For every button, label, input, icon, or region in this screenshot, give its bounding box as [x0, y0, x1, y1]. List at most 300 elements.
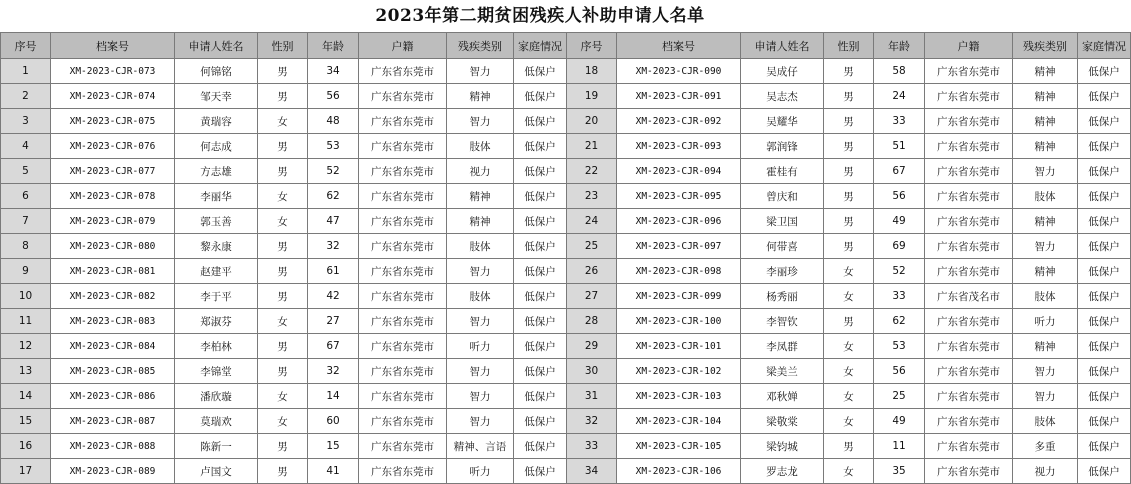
- gender-cell: 男: [258, 84, 308, 109]
- family-status-cell: 低保户: [1078, 284, 1131, 309]
- name-cell: 罗志龙: [741, 459, 824, 484]
- file-no-cell: XM-2023-CJR-087: [51, 409, 175, 434]
- age-cell: 27: [308, 309, 359, 334]
- disability-cell: 精神: [1013, 59, 1078, 84]
- age-cell: 24: [874, 84, 925, 109]
- family-status-cell: 低保户: [514, 359, 567, 384]
- disability-cell: 精神: [447, 209, 514, 234]
- col-disability-type-header: 残疾类别: [447, 33, 514, 59]
- family-status-cell: 低保户: [1078, 309, 1131, 334]
- seq-cell: 28: [567, 309, 617, 334]
- name-cell: 李柏林: [175, 334, 258, 359]
- disability-cell: 精神: [447, 84, 514, 109]
- disability-cell: 智力: [1013, 234, 1078, 259]
- household-cell: 广东省东莞市: [925, 84, 1013, 109]
- seq-cell: 7: [1, 209, 51, 234]
- age-cell: 62: [308, 184, 359, 209]
- seq-cell: 27: [567, 284, 617, 309]
- seq-cell: 1: [1, 59, 51, 84]
- family-status-cell: 低保户: [514, 59, 567, 84]
- table-row: [1, 359, 1131, 384]
- family-status-cell: 低保户: [1078, 234, 1131, 259]
- age-cell: 48: [308, 109, 359, 134]
- age-cell: 62: [874, 309, 925, 334]
- file-no-cell: XM-2023-CJR-078: [51, 184, 175, 209]
- gender-cell: 女: [824, 334, 874, 359]
- file-no-cell: XM-2023-CJR-090: [617, 59, 741, 84]
- file-no-cell: XM-2023-CJR-089: [51, 459, 175, 484]
- household-cell: 广东省东莞市: [925, 434, 1013, 459]
- family-status-cell: 低保户: [514, 284, 567, 309]
- family-status-cell: 低保户: [514, 184, 567, 209]
- household-cell: 广东省东莞市: [925, 159, 1013, 184]
- name-cell: 邹天幸: [175, 84, 258, 109]
- name-cell: 曾庆和: [741, 184, 824, 209]
- seq-cell: 32: [567, 409, 617, 434]
- age-cell: 35: [874, 459, 925, 484]
- seq-cell: 16: [1, 434, 51, 459]
- age-cell: 56: [874, 184, 925, 209]
- gender-cell: 女: [258, 384, 308, 409]
- seq-cell: 12: [1, 334, 51, 359]
- age-cell: 15: [308, 434, 359, 459]
- disability-cell: 肢体: [447, 284, 514, 309]
- family-status-cell: 低保户: [1078, 159, 1131, 184]
- table-row: [1, 434, 1131, 459]
- file-no-cell: XM-2023-CJR-095: [617, 184, 741, 209]
- gender-cell: 女: [258, 209, 308, 234]
- household-cell: 广东省东莞市: [925, 109, 1013, 134]
- table-row: [1, 234, 1131, 259]
- household-cell: 广东省东莞市: [359, 434, 447, 459]
- table-row: [1, 259, 1131, 284]
- name-cell: 吴志杰: [741, 84, 824, 109]
- file-no-cell: XM-2023-CJR-101: [617, 334, 741, 359]
- family-status-cell: 低保户: [1078, 334, 1131, 359]
- gender-cell: 女: [824, 384, 874, 409]
- family-status-cell: 低保户: [514, 109, 567, 134]
- name-cell: 梁敬棠: [741, 409, 824, 434]
- gender-cell: 女: [824, 284, 874, 309]
- family-status-cell: 低保户: [1078, 459, 1131, 484]
- seq-cell: 14: [1, 384, 51, 409]
- name-cell: 何志成: [175, 134, 258, 159]
- age-cell: 41: [308, 459, 359, 484]
- disability-cell: 精神: [447, 184, 514, 209]
- household-cell: 广东省东莞市: [925, 359, 1013, 384]
- seq-cell: 3: [1, 109, 51, 134]
- seq-cell: 30: [567, 359, 617, 384]
- age-cell: 33: [874, 284, 925, 309]
- family-status-cell: 低保户: [514, 134, 567, 159]
- age-cell: 52: [308, 159, 359, 184]
- family-status-cell: 低保户: [514, 309, 567, 334]
- seq-cell: 13: [1, 359, 51, 384]
- disability-cell: 听力: [1013, 309, 1078, 334]
- disability-cell: 精神: [1013, 84, 1078, 109]
- disability-cell: 智力: [1013, 384, 1078, 409]
- file-no-cell: XM-2023-CJR-103: [617, 384, 741, 409]
- name-cell: 方志雄: [175, 159, 258, 184]
- file-no-cell: XM-2023-CJR-098: [617, 259, 741, 284]
- name-cell: 李锦堂: [175, 359, 258, 384]
- household-cell: 广东省东莞市: [925, 334, 1013, 359]
- page-title: 2023年第二期贫困残疾人补助申请人名单: [375, 6, 705, 26]
- gender-cell: 女: [824, 259, 874, 284]
- name-cell: 杨秀丽: [741, 284, 824, 309]
- disability-cell: 精神: [1013, 209, 1078, 234]
- name-cell: 吴耀华: [741, 109, 824, 134]
- seq-cell: 24: [567, 209, 617, 234]
- header-row: [1, 33, 1131, 59]
- gender-cell: 男: [258, 359, 308, 384]
- col-disability-type-header: 残疾类别: [1013, 33, 1078, 59]
- family-status-cell: 低保户: [514, 384, 567, 409]
- col-applicant-name-header: 申请人姓名: [741, 33, 824, 59]
- age-cell: 60: [308, 409, 359, 434]
- file-no-cell: XM-2023-CJR-074: [51, 84, 175, 109]
- disability-cell: 视力: [447, 159, 514, 184]
- disability-cell: 肢体: [1013, 184, 1078, 209]
- name-cell: 梁卫国: [741, 209, 824, 234]
- age-cell: 58: [874, 59, 925, 84]
- disability-cell: 多重: [1013, 434, 1078, 459]
- gender-cell: 女: [824, 459, 874, 484]
- gender-cell: 男: [824, 209, 874, 234]
- family-status-cell: 低保户: [514, 159, 567, 184]
- col-gender-header: 性别: [824, 33, 874, 59]
- household-cell: 广东省东莞市: [925, 459, 1013, 484]
- file-no-cell: XM-2023-CJR-104: [617, 409, 741, 434]
- gender-cell: 男: [258, 59, 308, 84]
- gender-cell: 男: [824, 434, 874, 459]
- seq-cell: 25: [567, 234, 617, 259]
- age-cell: 32: [308, 234, 359, 259]
- file-no-cell: XM-2023-CJR-093: [617, 134, 741, 159]
- age-cell: 51: [874, 134, 925, 159]
- seq-cell: 26: [567, 259, 617, 284]
- name-cell: 郑淑芬: [175, 309, 258, 334]
- gender-cell: 女: [258, 409, 308, 434]
- household-cell: 广东省东莞市: [925, 309, 1013, 334]
- disability-cell: 智力: [447, 59, 514, 84]
- table-row: [1, 184, 1131, 209]
- disability-cell: 精神: [1013, 109, 1078, 134]
- age-cell: 33: [874, 109, 925, 134]
- file-no-cell: XM-2023-CJR-079: [51, 209, 175, 234]
- gender-cell: 男: [258, 259, 308, 284]
- seq-cell: 23: [567, 184, 617, 209]
- name-cell: 李丽华: [175, 184, 258, 209]
- family-status-cell: 低保户: [514, 209, 567, 234]
- seq-cell: 15: [1, 409, 51, 434]
- file-no-cell: XM-2023-CJR-094: [617, 159, 741, 184]
- disability-cell: 智力: [447, 309, 514, 334]
- name-cell: 梁钧城: [741, 434, 824, 459]
- age-cell: 61: [308, 259, 359, 284]
- age-cell: 53: [308, 134, 359, 159]
- name-cell: 何锦铭: [175, 59, 258, 84]
- name-cell: 郭玉善: [175, 209, 258, 234]
- age-cell: 34: [308, 59, 359, 84]
- seq-cell: 6: [1, 184, 51, 209]
- household-cell: 广东省茂名市: [925, 284, 1013, 309]
- seq-cell: 31: [567, 384, 617, 409]
- age-cell: 49: [874, 209, 925, 234]
- family-status-cell: 低保户: [1078, 134, 1131, 159]
- disability-cell: 智力: [1013, 359, 1078, 384]
- family-status-cell: 低保户: [514, 459, 567, 484]
- table-row: [1, 284, 1131, 309]
- gender-cell: 男: [258, 459, 308, 484]
- household-cell: 广东省东莞市: [359, 159, 447, 184]
- col-applicant-name-header: 申请人姓名: [175, 33, 258, 59]
- file-no-cell: XM-2023-CJR-091: [617, 84, 741, 109]
- gender-cell: 男: [824, 184, 874, 209]
- family-status-cell: 低保户: [1078, 209, 1131, 234]
- gender-cell: 女: [824, 409, 874, 434]
- col-family-status-header: 家庭情况: [1078, 33, 1131, 59]
- disability-cell: 肢体: [447, 234, 514, 259]
- seq-cell: 10: [1, 284, 51, 309]
- gender-cell: 男: [258, 284, 308, 309]
- age-cell: 14: [308, 384, 359, 409]
- family-status-cell: 低保户: [1078, 384, 1131, 409]
- name-cell: 李智钦: [741, 309, 824, 334]
- disability-cell: 精神、言语: [447, 434, 514, 459]
- disability-cell: 智力: [447, 109, 514, 134]
- household-cell: 广东省东莞市: [359, 209, 447, 234]
- age-cell: 47: [308, 209, 359, 234]
- household-cell: 广东省东莞市: [925, 259, 1013, 284]
- col-file-no-header: 档案号: [51, 33, 175, 59]
- disability-cell: 智力: [447, 409, 514, 434]
- household-cell: 广东省东莞市: [925, 409, 1013, 434]
- gender-cell: 男: [824, 84, 874, 109]
- age-cell: 42: [308, 284, 359, 309]
- disability-cell: 听力: [447, 459, 514, 484]
- age-cell: 56: [874, 359, 925, 384]
- household-cell: 广东省东莞市: [359, 309, 447, 334]
- household-cell: 广东省东莞市: [359, 184, 447, 209]
- gender-cell: 男: [258, 134, 308, 159]
- table-row: [1, 384, 1131, 409]
- gender-cell: 女: [258, 109, 308, 134]
- gender-cell: 女: [258, 184, 308, 209]
- seq-cell: 9: [1, 259, 51, 284]
- seq-cell: 11: [1, 309, 51, 334]
- gender-cell: 男: [824, 109, 874, 134]
- table-row: [1, 334, 1131, 359]
- name-cell: 何带喜: [741, 234, 824, 259]
- name-cell: 赵建平: [175, 259, 258, 284]
- household-cell: 广东省东莞市: [359, 359, 447, 384]
- name-cell: 卢国文: [175, 459, 258, 484]
- gender-cell: 男: [824, 134, 874, 159]
- household-cell: 广东省东莞市: [925, 134, 1013, 159]
- gender-cell: 男: [824, 234, 874, 259]
- family-status-cell: 低保户: [1078, 409, 1131, 434]
- seq-cell: 34: [567, 459, 617, 484]
- file-no-cell: XM-2023-CJR-080: [51, 234, 175, 259]
- name-cell: 陈新一: [175, 434, 258, 459]
- family-status-cell: 低保户: [1078, 359, 1131, 384]
- gender-cell: 男: [824, 59, 874, 84]
- family-status-cell: 低保户: [1078, 434, 1131, 459]
- col-age-header: 年龄: [874, 33, 925, 59]
- name-cell: 黎永康: [175, 234, 258, 259]
- file-no-cell: XM-2023-CJR-077: [51, 159, 175, 184]
- gender-cell: 男: [824, 309, 874, 334]
- disability-cell: 肢体: [447, 134, 514, 159]
- col-seq-header: 序号: [567, 33, 617, 59]
- family-status-cell: 低保户: [514, 234, 567, 259]
- family-status-cell: 低保户: [514, 409, 567, 434]
- disability-cell: 智力: [447, 359, 514, 384]
- col-age-header: 年龄: [308, 33, 359, 59]
- col-household-header: 户籍: [925, 33, 1013, 59]
- seq-cell: 17: [1, 459, 51, 484]
- disability-cell: 智力: [447, 384, 514, 409]
- file-no-cell: XM-2023-CJR-102: [617, 359, 741, 384]
- file-no-cell: XM-2023-CJR-082: [51, 284, 175, 309]
- col-family-status-header: 家庭情况: [514, 33, 567, 59]
- age-cell: 53: [874, 334, 925, 359]
- seq-cell: 2: [1, 84, 51, 109]
- name-cell: 李凤群: [741, 334, 824, 359]
- age-cell: 52: [874, 259, 925, 284]
- gender-cell: 男: [258, 234, 308, 259]
- disability-cell: 精神: [1013, 259, 1078, 284]
- household-cell: 广东省东莞市: [359, 59, 447, 84]
- file-no-cell: XM-2023-CJR-085: [51, 359, 175, 384]
- family-status-cell: 低保户: [514, 334, 567, 359]
- seq-cell: 20: [567, 109, 617, 134]
- disability-cell: 视力: [1013, 459, 1078, 484]
- family-status-cell: 低保户: [514, 259, 567, 284]
- seq-cell: 22: [567, 159, 617, 184]
- seq-cell: 33: [567, 434, 617, 459]
- file-no-cell: XM-2023-CJR-075: [51, 109, 175, 134]
- household-cell: 广东省东莞市: [925, 234, 1013, 259]
- table-row: [1, 159, 1131, 184]
- age-cell: 56: [308, 84, 359, 109]
- household-cell: 广东省东莞市: [359, 284, 447, 309]
- household-cell: 广东省东莞市: [359, 109, 447, 134]
- col-gender-header: 性别: [258, 33, 308, 59]
- file-no-cell: XM-2023-CJR-100: [617, 309, 741, 334]
- seq-cell: 21: [567, 134, 617, 159]
- file-no-cell: XM-2023-CJR-092: [617, 109, 741, 134]
- family-status-cell: 低保户: [1078, 59, 1131, 84]
- name-cell: 黄瑞容: [175, 109, 258, 134]
- family-status-cell: 低保户: [1078, 184, 1131, 209]
- disability-cell: 智力: [1013, 159, 1078, 184]
- file-no-cell: XM-2023-CJR-106: [617, 459, 741, 484]
- gender-cell: 男: [824, 159, 874, 184]
- col-file-no-header: 档案号: [617, 33, 741, 59]
- file-no-cell: XM-2023-CJR-099: [617, 284, 741, 309]
- file-no-cell: XM-2023-CJR-073: [51, 59, 175, 84]
- seq-cell: 4: [1, 134, 51, 159]
- name-cell: 李于平: [175, 284, 258, 309]
- household-cell: 广东省东莞市: [359, 134, 447, 159]
- household-cell: 广东省东莞市: [925, 209, 1013, 234]
- disability-cell: 肢体: [1013, 284, 1078, 309]
- name-cell: 吴成仔: [741, 59, 824, 84]
- table-row: [1, 209, 1131, 234]
- name-cell: 邓秋婵: [741, 384, 824, 409]
- col-seq-header: 序号: [1, 33, 51, 59]
- gender-cell: 男: [258, 159, 308, 184]
- family-status-cell: 低保户: [514, 84, 567, 109]
- age-cell: 49: [874, 409, 925, 434]
- table-row: [1, 59, 1131, 84]
- table-row: [1, 134, 1131, 159]
- seq-cell: 29: [567, 334, 617, 359]
- household-cell: 广东省东莞市: [359, 259, 447, 284]
- gender-cell: 女: [824, 359, 874, 384]
- age-cell: 67: [308, 334, 359, 359]
- seq-cell: 5: [1, 159, 51, 184]
- name-cell: 霍桂有: [741, 159, 824, 184]
- age-cell: 11: [874, 434, 925, 459]
- col-household-header: 户籍: [359, 33, 447, 59]
- table-row: [1, 109, 1131, 134]
- disability-cell: 精神: [1013, 134, 1078, 159]
- name-cell: 李丽珍: [741, 259, 824, 284]
- disability-cell: 听力: [447, 334, 514, 359]
- file-no-cell: XM-2023-CJR-076: [51, 134, 175, 159]
- table-row: [1, 309, 1131, 334]
- household-cell: 广东省东莞市: [925, 184, 1013, 209]
- age-cell: 69: [874, 234, 925, 259]
- name-cell: 郭润锋: [741, 134, 824, 159]
- household-cell: 广东省东莞市: [359, 334, 447, 359]
- family-status-cell: 低保户: [1078, 109, 1131, 134]
- age-cell: 32: [308, 359, 359, 384]
- name-cell: 梁美兰: [741, 359, 824, 384]
- file-no-cell: XM-2023-CJR-097: [617, 234, 741, 259]
- household-cell: 广东省东莞市: [925, 384, 1013, 409]
- household-cell: 广东省东莞市: [359, 84, 447, 109]
- name-cell: 潘欣璇: [175, 384, 258, 409]
- household-cell: 广东省东莞市: [359, 384, 447, 409]
- table-row: [1, 459, 1131, 484]
- disability-cell: 智力: [447, 259, 514, 284]
- file-no-cell: XM-2023-CJR-105: [617, 434, 741, 459]
- file-no-cell: XM-2023-CJR-084: [51, 334, 175, 359]
- seq-cell: 18: [567, 59, 617, 84]
- table-row: [1, 84, 1131, 109]
- household-cell: 广东省东莞市: [359, 409, 447, 434]
- age-cell: 25: [874, 384, 925, 409]
- gender-cell: 男: [258, 434, 308, 459]
- household-cell: 广东省东莞市: [925, 59, 1013, 84]
- household-cell: 广东省东莞市: [359, 459, 447, 484]
- household-cell: 广东省东莞市: [359, 234, 447, 259]
- seq-cell: 19: [567, 84, 617, 109]
- file-no-cell: XM-2023-CJR-086: [51, 384, 175, 409]
- seq-cell: 8: [1, 234, 51, 259]
- file-no-cell: XM-2023-CJR-088: [51, 434, 175, 459]
- file-no-cell: XM-2023-CJR-081: [51, 259, 175, 284]
- family-status-cell: 低保户: [1078, 84, 1131, 109]
- family-status-cell: 低保户: [514, 434, 567, 459]
- name-cell: 莫瑞欢: [175, 409, 258, 434]
- family-status-cell: 低保户: [1078, 259, 1131, 284]
- gender-cell: 男: [258, 334, 308, 359]
